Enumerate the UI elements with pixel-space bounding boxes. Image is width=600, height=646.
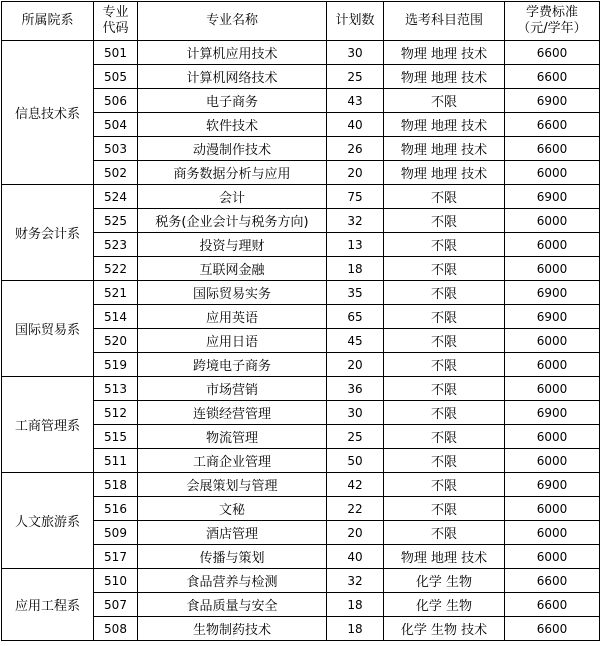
plan-count-cell: 40 (327, 545, 384, 569)
subjects-cell: 不限 (384, 473, 505, 497)
plan-count-cell: 45 (327, 329, 384, 353)
major-code-cell: 525 (94, 209, 138, 233)
major-code-cell: 521 (94, 281, 138, 305)
major-code-cell: 523 (94, 233, 138, 257)
major-name-cell: 会计 (138, 185, 327, 209)
subjects-cell: 不限 (384, 233, 505, 257)
plan-count-cell: 30 (327, 41, 384, 65)
major-code-cell: 520 (94, 329, 138, 353)
major-name-cell: 食品质量与安全 (138, 593, 327, 617)
major-code-cell: 510 (94, 569, 138, 593)
plan-count-cell: 22 (327, 497, 384, 521)
plan-count-cell: 42 (327, 473, 384, 497)
header-fee-line1: 学费标准 (525, 5, 578, 20)
major-code-cell: 515 (94, 425, 138, 449)
major-code-cell: 503 (94, 137, 138, 161)
header-code-line1: 专业 (102, 5, 129, 20)
fee-cell: 6000 (505, 209, 600, 233)
subjects-cell: 不限 (384, 257, 505, 281)
department-cell: 人文旅游系 (2, 473, 94, 569)
major-name-cell: 生物制药技术 (138, 617, 327, 641)
header-subjects: 选考科目范围 (384, 2, 505, 41)
fee-cell: 6900 (505, 185, 600, 209)
plan-count-cell: 25 (327, 65, 384, 89)
plan-count-cell: 20 (327, 353, 384, 377)
fee-cell: 6600 (505, 41, 600, 65)
department-cell: 应用工程系 (2, 569, 94, 641)
fee-cell: 6600 (505, 569, 600, 593)
plan-count-cell: 25 (327, 425, 384, 449)
major-code-cell: 517 (94, 545, 138, 569)
header-code-line2: 代码 (102, 21, 129, 36)
major-name-cell: 计算机网络技术 (138, 65, 327, 89)
plan-count-cell: 18 (327, 593, 384, 617)
major-code-cell: 522 (94, 257, 138, 281)
major-code-cell: 512 (94, 401, 138, 425)
major-code-cell: 502 (94, 161, 138, 185)
major-name-cell: 国际贸易实务 (138, 281, 327, 305)
header-fee (505, 2, 600, 41)
plan-count-cell: 43 (327, 89, 384, 113)
major-name-cell: 物流管理 (138, 425, 327, 449)
major-name-cell: 商务数据分析与应用 (138, 161, 327, 185)
major-name-cell: 应用英语 (138, 305, 327, 329)
major-code-cell: 519 (94, 353, 138, 377)
major-name-cell: 动漫制作技术 (138, 137, 327, 161)
header-code (94, 2, 138, 41)
plan-count-cell: 75 (327, 185, 384, 209)
plan-count-cell: 35 (327, 281, 384, 305)
fee-cell: 6600 (505, 593, 600, 617)
subjects-cell: 化学 生物 技术 (384, 617, 505, 641)
major-name-cell: 酒店管理 (138, 521, 327, 545)
major-code-cell: 508 (94, 617, 138, 641)
table-row (2, 569, 600, 593)
plan-count-cell: 13 (327, 233, 384, 257)
subjects-cell: 不限 (384, 185, 505, 209)
fee-cell: 6000 (505, 233, 600, 257)
major-code-cell: 501 (94, 41, 138, 65)
major-code-cell: 518 (94, 473, 138, 497)
fee-cell: 6900 (505, 401, 600, 425)
major-code-cell: 516 (94, 497, 138, 521)
table-row (2, 473, 600, 497)
major-code-cell: 506 (94, 89, 138, 113)
plan-count-cell: 36 (327, 377, 384, 401)
header-plan: 计划数 (327, 2, 384, 41)
fee-cell: 6900 (505, 89, 600, 113)
fee-cell: 6000 (505, 545, 600, 569)
plan-count-cell: 26 (327, 137, 384, 161)
fee-cell: 6600 (505, 137, 600, 161)
subjects-cell: 不限 (384, 425, 505, 449)
major-code-cell: 524 (94, 185, 138, 209)
major-name-cell: 软件技术 (138, 113, 327, 137)
fee-cell: 6000 (505, 329, 600, 353)
plan-count-cell: 40 (327, 113, 384, 137)
fee-cell: 6000 (505, 425, 600, 449)
subjects-cell: 不限 (384, 497, 505, 521)
plan-count-cell: 65 (327, 305, 384, 329)
plan-count-cell: 50 (327, 449, 384, 473)
subjects-cell: 物理 地理 技术 (384, 113, 505, 137)
major-name-cell: 文秘 (138, 497, 327, 521)
subjects-cell: 化学 生物 (384, 569, 505, 593)
table-row (2, 41, 600, 65)
major-code-cell: 505 (94, 65, 138, 89)
major-name-cell: 连锁经营管理 (138, 401, 327, 425)
major-name-cell: 投资与理财 (138, 233, 327, 257)
subjects-cell: 不限 (384, 281, 505, 305)
table-body (2, 41, 600, 641)
major-name-cell: 税务(企业会计与税务方向) (138, 209, 327, 233)
plan-count-cell: 18 (327, 257, 384, 281)
fee-cell: 6900 (505, 281, 600, 305)
fee-cell: 6000 (505, 377, 600, 401)
fee-cell: 6000 (505, 521, 600, 545)
subjects-cell: 物理 地理 技术 (384, 65, 505, 89)
plan-count-cell: 20 (327, 161, 384, 185)
fee-cell: 6000 (505, 161, 600, 185)
subjects-cell: 不限 (384, 377, 505, 401)
subjects-cell: 不限 (384, 353, 505, 377)
major-name-cell: 传播与策划 (138, 545, 327, 569)
subjects-cell: 不限 (384, 305, 505, 329)
major-name-cell: 应用日语 (138, 329, 327, 353)
plan-count-cell: 30 (327, 401, 384, 425)
major-name-cell: 会展策划与管理 (138, 473, 327, 497)
subjects-cell: 物理 地理 技术 (384, 545, 505, 569)
subjects-cell: 不限 (384, 401, 505, 425)
table-row (2, 377, 600, 401)
subjects-cell: 不限 (384, 209, 505, 233)
fee-cell: 6000 (505, 497, 600, 521)
plan-count-cell: 20 (327, 521, 384, 545)
subjects-cell: 化学 生物 (384, 593, 505, 617)
major-code-cell: 514 (94, 305, 138, 329)
subjects-cell: 不限 (384, 329, 505, 353)
subjects-cell: 不限 (384, 89, 505, 113)
major-code-cell: 507 (94, 593, 138, 617)
enrollment-table (1, 1, 600, 641)
subjects-cell: 不限 (384, 449, 505, 473)
subjects-cell: 物理 地理 技术 (384, 137, 505, 161)
subjects-cell: 物理 地理 技术 (384, 161, 505, 185)
fee-cell: 6900 (505, 473, 600, 497)
major-name-cell: 互联网金融 (138, 257, 327, 281)
header-major-name: 专业名称 (138, 2, 327, 41)
department-cell: 信息技术系 (2, 41, 94, 185)
major-name-cell: 电子商务 (138, 89, 327, 113)
major-name-cell: 市场营销 (138, 377, 327, 401)
major-code-cell: 513 (94, 377, 138, 401)
table-row (2, 281, 600, 305)
department-cell: 财务会计系 (2, 185, 94, 281)
department-cell: 工商管理系 (2, 377, 94, 473)
major-name-cell: 食品营养与检测 (138, 569, 327, 593)
fee-cell: 6600 (505, 113, 600, 137)
subjects-cell: 物理 地理 技术 (384, 41, 505, 65)
major-code-cell: 509 (94, 521, 138, 545)
major-name-cell: 工商企业管理 (138, 449, 327, 473)
header-row (2, 2, 600, 41)
major-name-cell: 跨境电子商务 (138, 353, 327, 377)
major-code-cell: 511 (94, 449, 138, 473)
table-row (2, 185, 600, 209)
fee-cell: 6000 (505, 353, 600, 377)
header-fee-line2: （元/学年） (517, 21, 587, 36)
plan-count-cell: 32 (327, 569, 384, 593)
plan-count-cell: 18 (327, 617, 384, 641)
fee-cell: 6900 (505, 305, 600, 329)
department-cell: 国际贸易系 (2, 281, 94, 377)
major-code-cell: 504 (94, 113, 138, 137)
subjects-cell: 不限 (384, 521, 505, 545)
header-dept: 所属院系 (2, 2, 94, 41)
fee-cell: 6600 (505, 65, 600, 89)
major-name-cell: 计算机应用技术 (138, 41, 327, 65)
fee-cell: 6600 (505, 617, 600, 641)
fee-cell: 6000 (505, 257, 600, 281)
plan-count-cell: 32 (327, 209, 384, 233)
fee-cell: 6000 (505, 449, 600, 473)
